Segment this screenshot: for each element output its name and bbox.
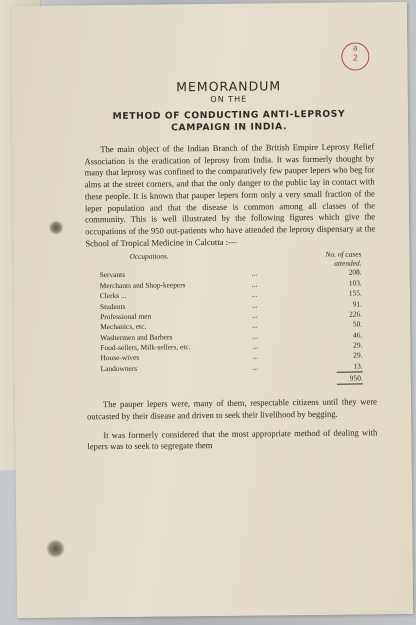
archive-stamp: a 2 bbox=[341, 42, 369, 70]
paragraph-pauper: The pauper lepers were, many of them, respectable citizens until they were outcasted by their disease and driven to seek their livelihood by begging. bbox=[87, 396, 378, 422]
table-total: 950. bbox=[337, 372, 363, 385]
table-row: House-wives ... 29. bbox=[100, 350, 363, 363]
header-occupations: Occupations. bbox=[129, 251, 169, 262]
table-row: Food-sellers, Milk-sellers, etc. ... 29. bbox=[100, 340, 363, 353]
table-row: Merchants and Shop-keepers ... 103. bbox=[99, 278, 362, 290]
document-title: MEMORANDUM bbox=[176, 78, 282, 95]
occupations-table bbox=[99, 250, 362, 388]
table-row: Mechanics, etc. ... 50. bbox=[100, 319, 363, 332]
table-total-row bbox=[101, 372, 363, 388]
paragraph-segregation: It was formerly considered that the most appropriate method of dealing with lepers was to seek to segregate them bbox=[87, 426, 378, 452]
table-row: Students ... 91. bbox=[99, 298, 362, 311]
document-heading: METHOD OF CONDUCTING ANTI-LEPROSY CAMPAIGN IN INDIA. bbox=[112, 108, 346, 134]
punch-hole bbox=[49, 221, 63, 235]
document-body bbox=[84, 77, 378, 453]
header-cases: No. of cases attended. bbox=[325, 249, 362, 269]
table-row: Professional men ... 226. bbox=[100, 309, 363, 322]
table-row: Servants ... 208. bbox=[99, 267, 362, 280]
table-row: Clerks ... ... 155. bbox=[99, 288, 362, 301]
document-page bbox=[11, 2, 413, 618]
punch-hole bbox=[46, 540, 64, 558]
document-subtitle: ON THE bbox=[210, 94, 248, 105]
table-row: Landowners ... 13. bbox=[100, 361, 363, 374]
paragraph-intro: The main object of the Indian Branch of the British Empire Leprosy Relief Association is the eradication of leprosy from India. It was formerly thought by many that leprosy was confined to the comparatively few pauper lepers who beg for alms at the street corners, and that the only danger to the public lay in contact with these people. It is known that pauper lepers form only a very small fraction of the leper population and that the disease is common among all classes of the community. This is well illustrated by the following figures which give the occupations of the 950 out-patients who have attended the leprosy dispensary at the School of Tropical Medicine in Calcutta :— bbox=[84, 141, 376, 248]
table-row: Washermen and Barbers ... 46. bbox=[100, 330, 363, 342]
